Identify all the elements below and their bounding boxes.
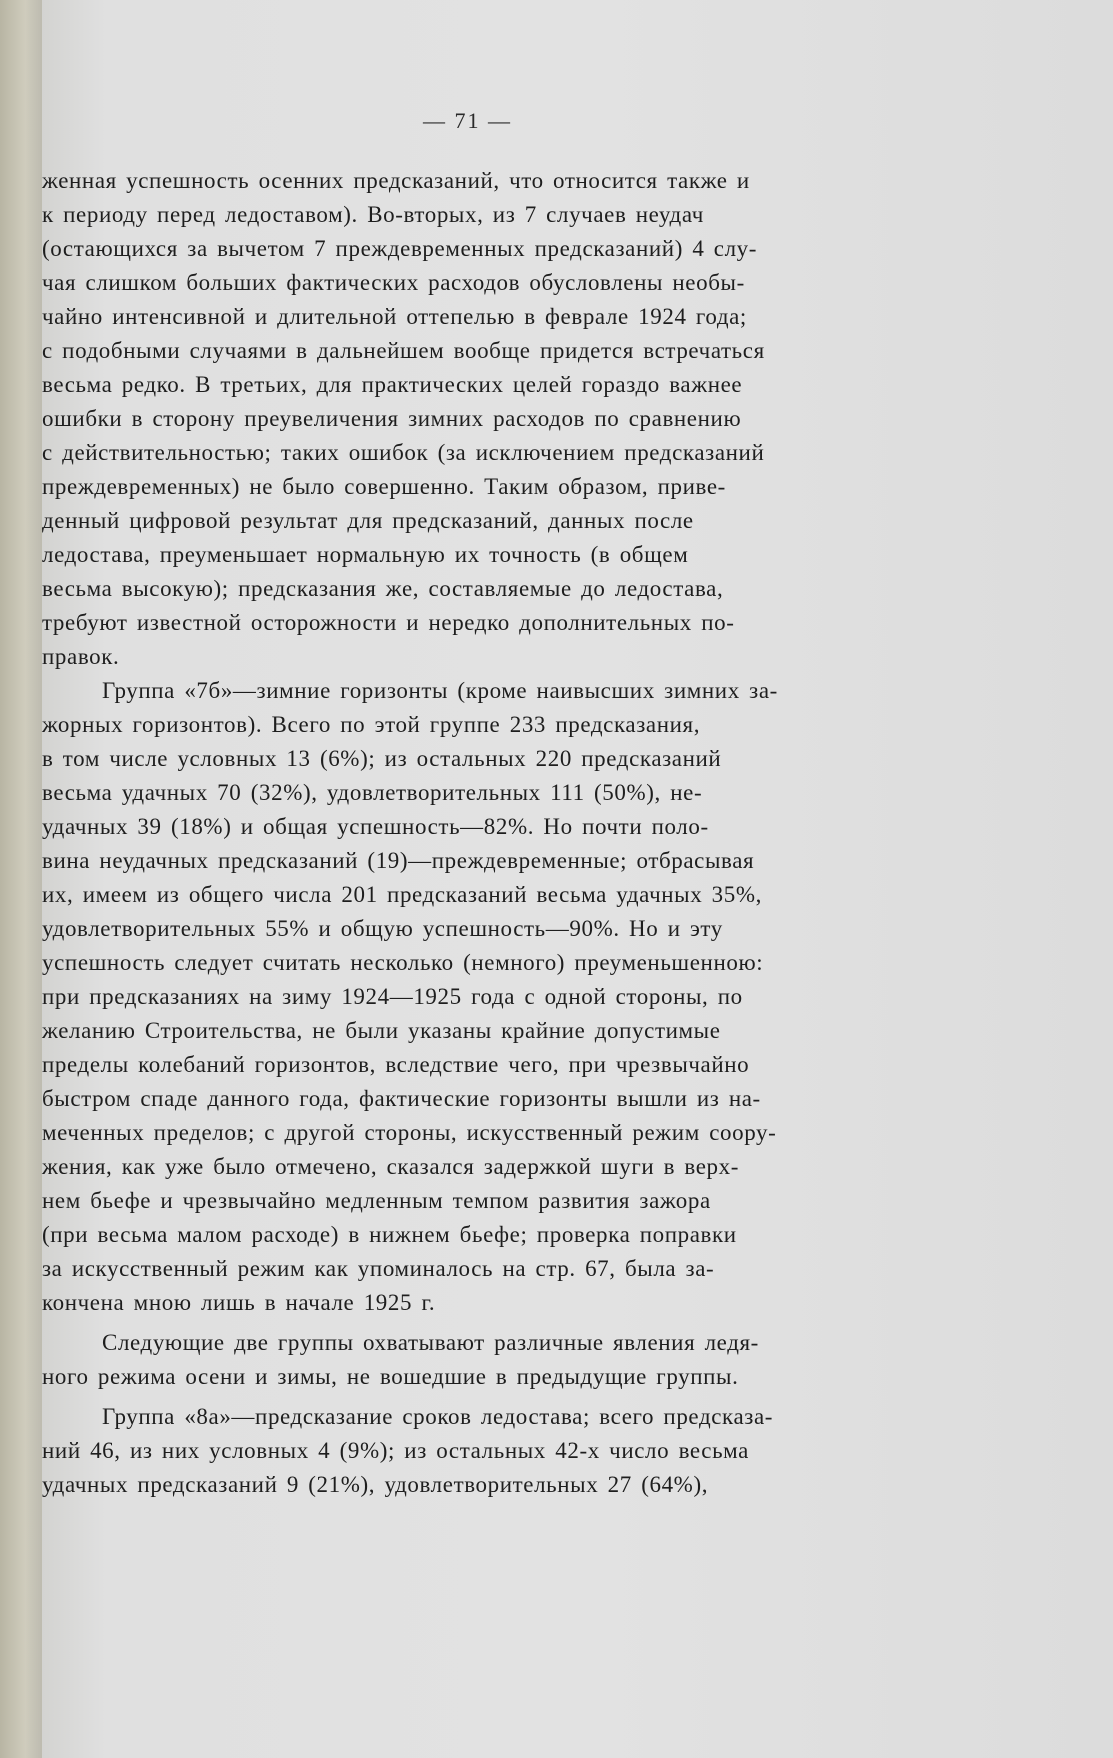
text-line: ний 46, из них условных 4 (9%); из остальных 42-х число весьма xyxy=(42,1438,749,1463)
text-line: требуют известной осторожности и нередко дополнительных по- xyxy=(42,610,735,635)
text-line: быстром спаде данного года, фактические горизонты вышли из на- xyxy=(42,1086,761,1111)
text-line: кончена мною лишь в начале 1925 г. xyxy=(42,1290,436,1315)
text-line: к периоду перед ледоставом). Во-вторых, из 7 случаев неудач xyxy=(42,202,704,227)
text-line: за искусственный режим как упоминалось на стр. 67, была за- xyxy=(42,1256,715,1281)
text-line: удачных 39 (18%) и общая успешность—82%. Но почти поло- xyxy=(42,814,709,839)
text-line: в том числе условных 13 (6%); из остальных 220 предсказаний xyxy=(42,746,722,771)
text-line: успешность следует считать несколько (немного) преуменьшенною: xyxy=(42,950,764,975)
text-line: чайно интенсивной и длительной оттепелью в феврале 1924 года; xyxy=(42,304,747,329)
text-line: женная успешность осенних предсказаний, что относится также и xyxy=(42,168,750,193)
text-line: (при весьма малом расходе) в нижнем бьефе; проверка поправки xyxy=(42,1222,737,1247)
page-number: — 71 — xyxy=(423,108,512,133)
text-line: (остающихся за вычетом 7 преждевременных предсказаний) 4 слу- xyxy=(42,236,758,261)
text-line: при предсказаниях на зиму 1924—1925 года с одной стороны, по xyxy=(42,984,743,1009)
text-line: вина неудачных предсказаний (19)—преждевременные; отбрасывая xyxy=(42,848,755,873)
text-line: меченных пределов; с другой стороны, искусственный режим соору- xyxy=(42,1120,777,1145)
text-line: жорных горизонтов). Всего по этой группе 233 предсказания, xyxy=(42,712,701,737)
text-line: удачных предсказаний 9 (21%), удовлетворительных 27 (64%), xyxy=(42,1472,709,1497)
paragraph-start-line: Группа «8а»—предсказание сроков ледостава; всего предсказа- xyxy=(102,1404,774,1429)
text-line: удовлетворительных 55% и общую успешность—90%. Но и эту xyxy=(42,916,723,941)
paragraph-start-line: Следующие две группы охватывают различные явления ледя- xyxy=(102,1330,759,1355)
text-line: ного режима осени и зимы, не вошедшие в предыдущие группы. xyxy=(42,1364,739,1389)
text-line: их, имеем из общего числа 201 предсказаний весьма удачных 35%, xyxy=(42,882,762,907)
text-line: с действительностью; таких ошибок (за исключением предсказаний xyxy=(42,440,765,465)
text-line: чая слишком больших фактических расходов обусловлены необы- xyxy=(42,270,745,295)
text-line: правок. xyxy=(42,644,120,669)
text-line: желанию Строительства, не были указаны крайние допустимые xyxy=(42,1018,721,1043)
text-line: весьма редко. В третьих, для практических целей гораздо важнее xyxy=(42,372,743,397)
text-line: весьма высокую); предсказания же, составляемые до ледостава, xyxy=(42,576,724,601)
text-line: преждевременных) не было совершенно. Таким образом, приве- xyxy=(42,474,726,499)
text-line: жения, как уже было отмечено, сказался задержкой шуги в верх- xyxy=(42,1154,740,1179)
text-line: ошибки в сторону преувеличения зимних расходов по сравнению xyxy=(42,406,742,431)
text-line: с подобными случаями в дальнейшем вообще придется встречаться xyxy=(42,338,765,363)
text-line: нем бьефе и чрезвычайно медленным темпом развития зажора xyxy=(42,1188,711,1213)
book-page xyxy=(42,0,1113,1758)
text-line: пределы колебаний горизонтов, вследствие чего, при чрезвычайно xyxy=(42,1052,750,1077)
text-line: ледостава, преуменьшает нормальную их точность (в общем xyxy=(42,542,689,567)
book-binding-edge xyxy=(0,0,42,1758)
paragraph-start-line: Группа «7б»—зимние горизонты (кроме наивысших зимних за- xyxy=(102,678,778,703)
text-line: весьма удачных 70 (32%), удовлетворительных 111 (50%), не- xyxy=(42,780,703,805)
text-line: денный цифровой результат для предсказаний, данных после xyxy=(42,508,694,533)
